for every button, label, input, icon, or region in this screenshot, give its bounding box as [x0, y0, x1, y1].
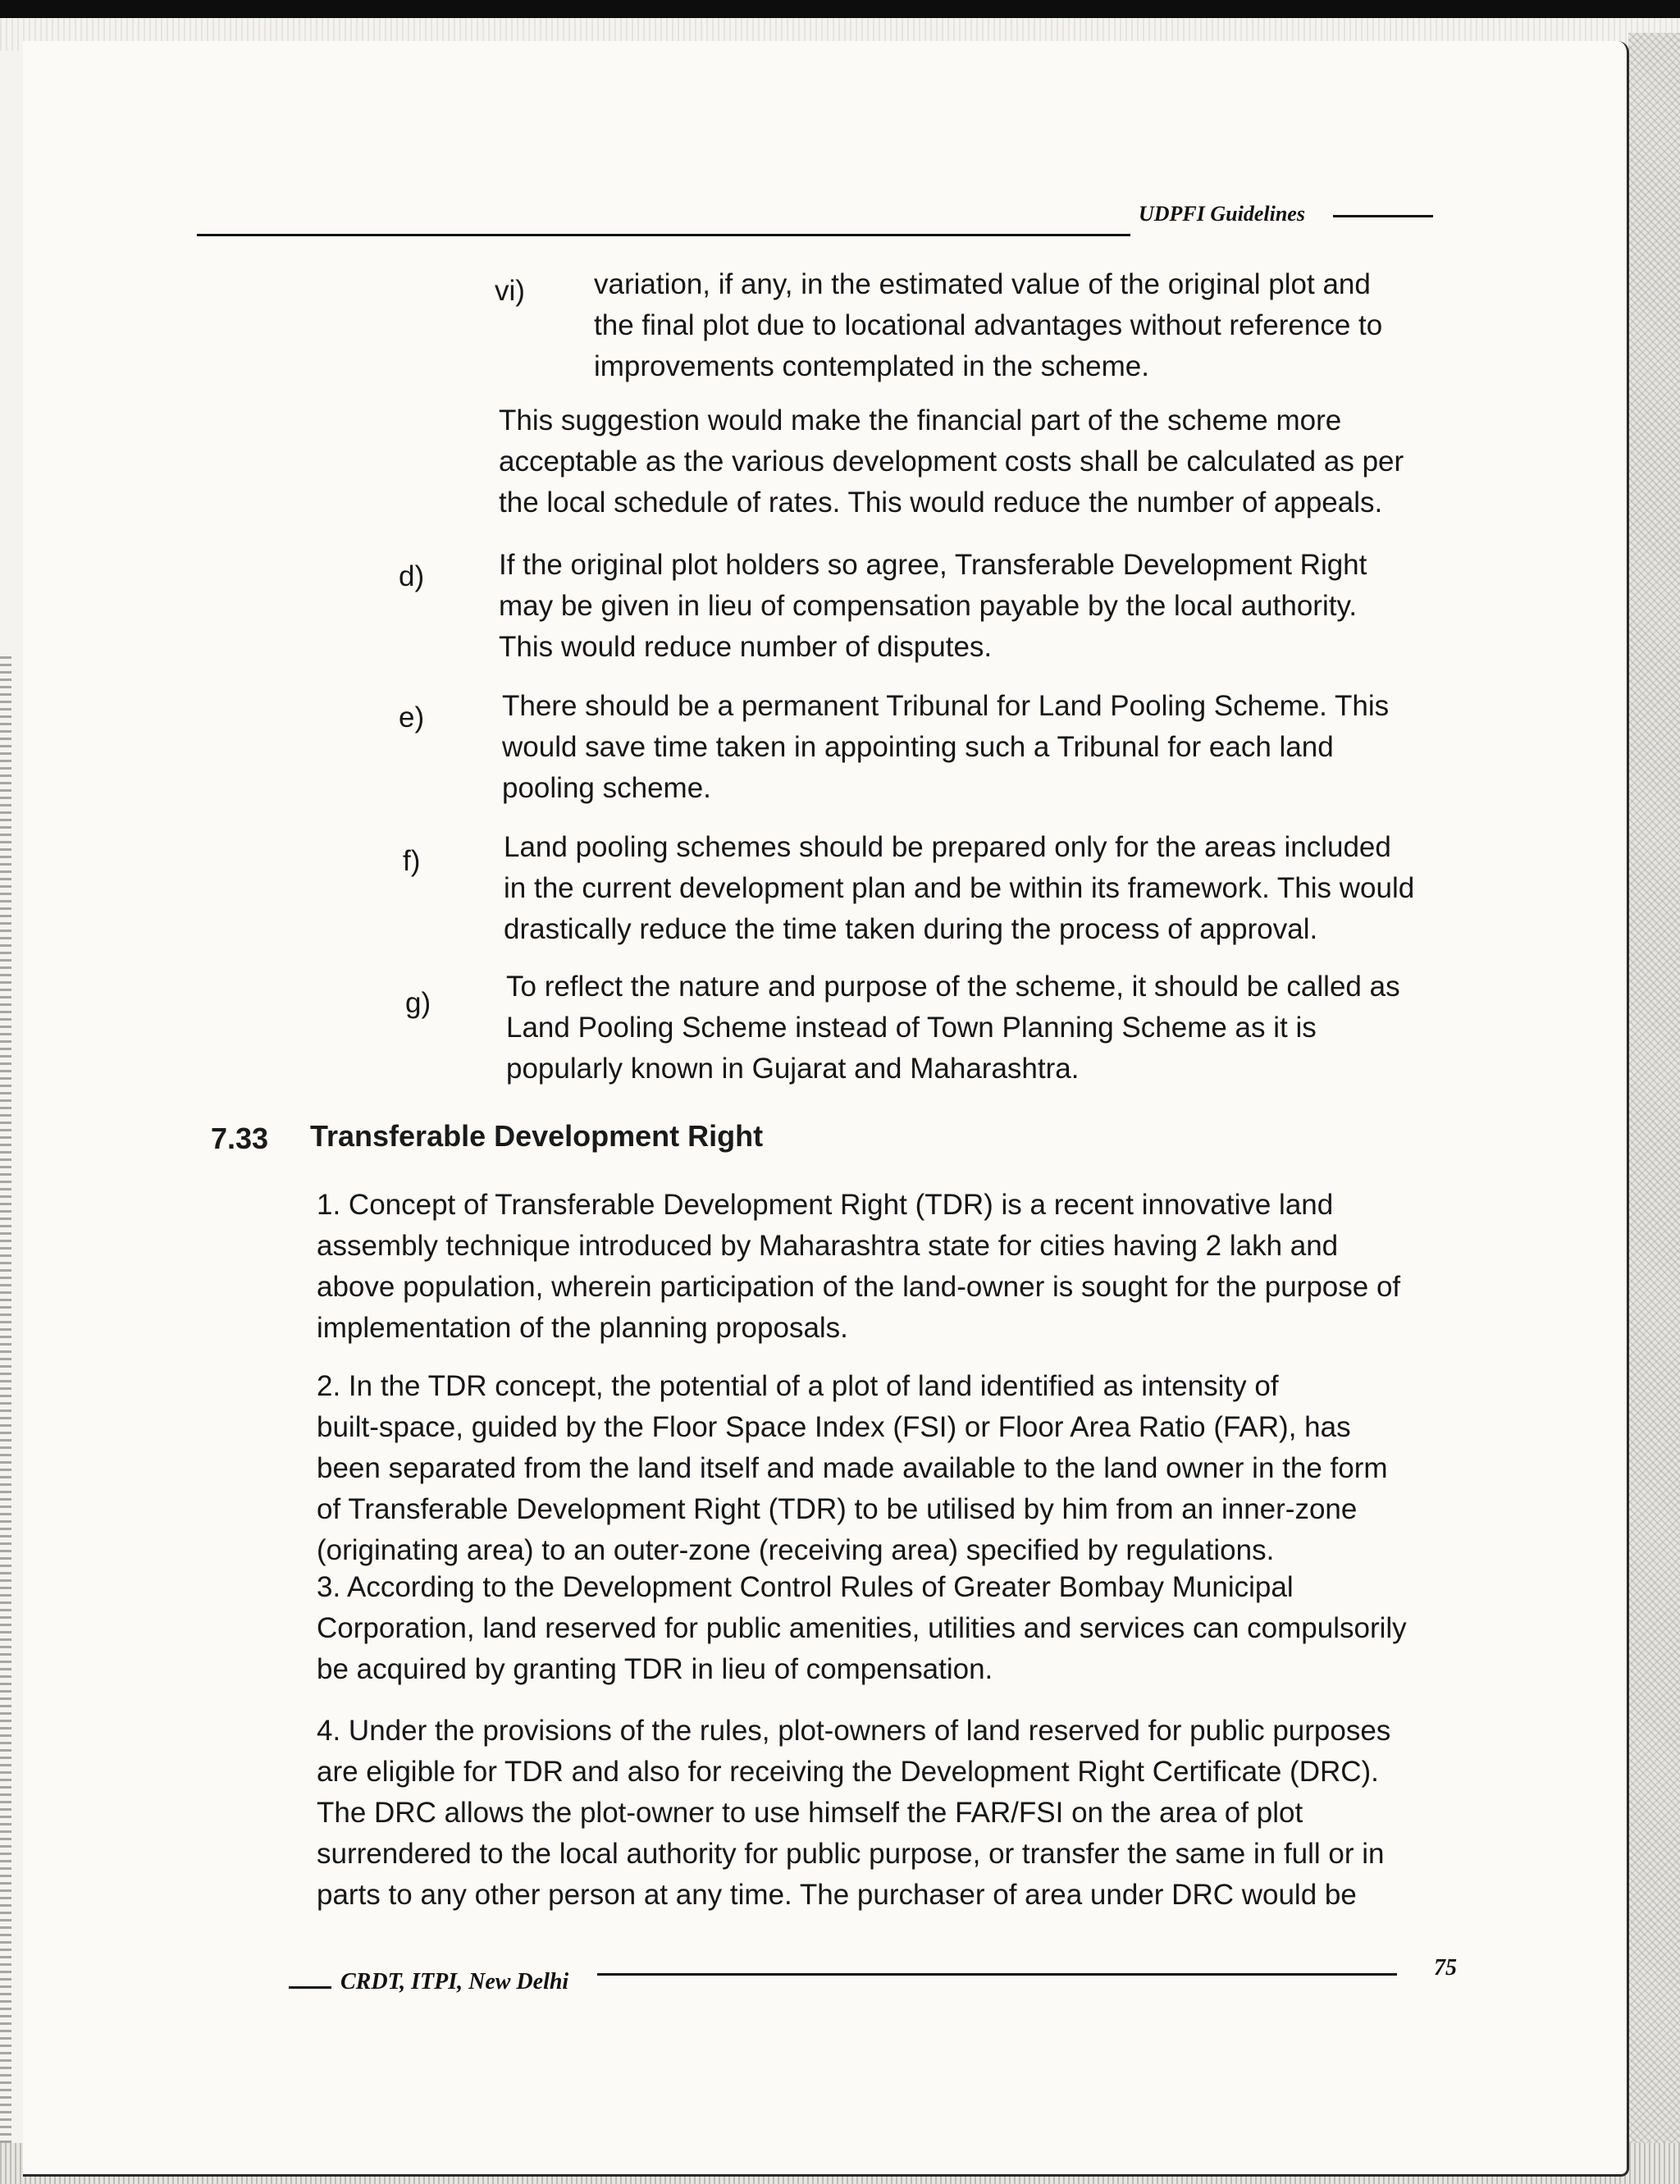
text-line: There should be a permanent Tribunal for Land Pooling Scheme. This	[502, 690, 1390, 722]
text-line: built-space, guided by the Floor Space Index (FSI) or Floor Area Ratio (FAR), has	[317, 1411, 1351, 1443]
item-marker-vi: vi)	[495, 275, 525, 307]
text-line: This suggestion would make the financial part of the scheme more	[499, 404, 1342, 436]
text-line: (originating area) to an outer-zone (receiving area) specified by regulations.	[317, 1534, 1275, 1566]
text-line: Corporation, land reserved for public amenities, utilities and services can compulsorily	[317, 1612, 1407, 1644]
footer-rule-left	[289, 1986, 331, 1989]
text-line: been separated from the land itself and made available to the land owner in the form	[317, 1452, 1388, 1484]
text-line: pooling scheme.	[502, 772, 711, 804]
text-line: surrendered to the local authority for public purpose, or transfer the same in full or in	[317, 1838, 1385, 1870]
header-title: UDPFI Guidelines	[1139, 202, 1305, 226]
section-title: Transferable Development Right	[310, 1119, 764, 1153]
text-line: of Transferable Development Right (TDR) to be utilised by him from an inner-zone	[317, 1493, 1358, 1525]
text-line: 1. Concept of Transferable Development Right (TDR) is a recent innovative land	[317, 1189, 1334, 1221]
suggestion-paragraph	[499, 400, 1439, 523]
text-line: If the original plot holders so agree, Transferable Development Right	[499, 549, 1367, 581]
section-paragraph-4	[317, 1711, 1449, 1916]
section-paragraph-3	[317, 1567, 1449, 1690]
text-line: are eligible for TDR and also for receiving the Development Right Certificate (DRC).	[317, 1756, 1379, 1788]
item-g-text	[506, 966, 1439, 1090]
text-line: be acquired by granting TDR in lieu of compensation.	[317, 1653, 993, 1685]
footer-rule	[597, 1973, 1397, 1976]
section-paragraph-1	[317, 1185, 1449, 1349]
text-line: drastically reduce the time taken during the process of approval.	[504, 913, 1318, 945]
text-line: popularly known in Gujarat and Maharashtra.	[506, 1053, 1080, 1085]
text-line: acceptable as the various development costs shall be calculated as per	[499, 445, 1404, 477]
text-line: assembly technique introduced by Maharashtra state for cities having 2 lakh and	[317, 1230, 1339, 1262]
text-line: implementation of the planning proposals.	[317, 1312, 848, 1344]
item-marker-g: g)	[405, 987, 431, 1019]
text-line: 4. Under the provisions of the rules, plot-owners of land reserved for public purposes	[317, 1715, 1391, 1747]
footer-title: CRDT, ITPI, New Delhi	[340, 1969, 569, 1994]
item-vi-text	[594, 264, 1439, 387]
text-line: 2. In the TDR concept, the potential of a plot of land identified as intensity of	[317, 1370, 1279, 1402]
item-marker-f: f)	[403, 845, 421, 877]
section-number: 7.33	[211, 1122, 269, 1155]
scan-noise-right	[1628, 33, 1680, 2184]
text-line: in the current development plan and be within its framework. This would	[504, 872, 1415, 904]
text-line: The DRC allows the plot-owner to use himself the FAR/FSI on the area of plot	[317, 1797, 1303, 1829]
item-marker-d: d)	[399, 560, 425, 592]
header-rule-right	[1333, 215, 1433, 217]
text-line: may be given in lieu of compensation payable by the local authority.	[499, 590, 1358, 622]
text-line: Land Pooling Scheme instead of Town Planning Scheme as it is	[506, 1012, 1317, 1044]
text-line: would save time taken in appointing such a Tribunal for each land	[502, 731, 1334, 763]
page-number: 75	[1434, 1955, 1457, 1981]
text-line: the local schedule of rates. This would reduce the number of appeals.	[499, 487, 1383, 519]
text-line: improvements contemplated in the scheme.	[594, 350, 1149, 382]
text-line: variation, if any, in the estimated value of the original plot and	[594, 268, 1371, 300]
text-line: To reflect the nature and purpose of the scheme, it should be called as	[506, 971, 1400, 1003]
section-paragraph-2	[317, 1366, 1449, 1571]
text-line: parts to any other person at any time. The purchaser of area under DRC would be	[317, 1879, 1357, 1911]
scan-top-border	[0, 0, 1680, 18]
item-d-text	[499, 545, 1439, 668]
header-rule	[197, 234, 1130, 236]
item-marker-e: e)	[399, 701, 425, 733]
text-line: This would reduce number of disputes.	[499, 631, 993, 663]
item-f-text	[504, 827, 1439, 950]
scan-noise-left	[0, 656, 11, 2166]
text-line: Land pooling schemes should be prepared only for the areas included	[504, 831, 1391, 863]
text-line: above population, wherein participation of the land-owner is sought for the purpose of	[317, 1271, 1401, 1303]
text-line: 3. According to the Development Control Rules of Greater Bombay Municipal	[317, 1571, 1294, 1603]
text-line: the final plot due to locational advantages without reference to	[594, 309, 1383, 341]
item-e-text	[502, 686, 1439, 809]
